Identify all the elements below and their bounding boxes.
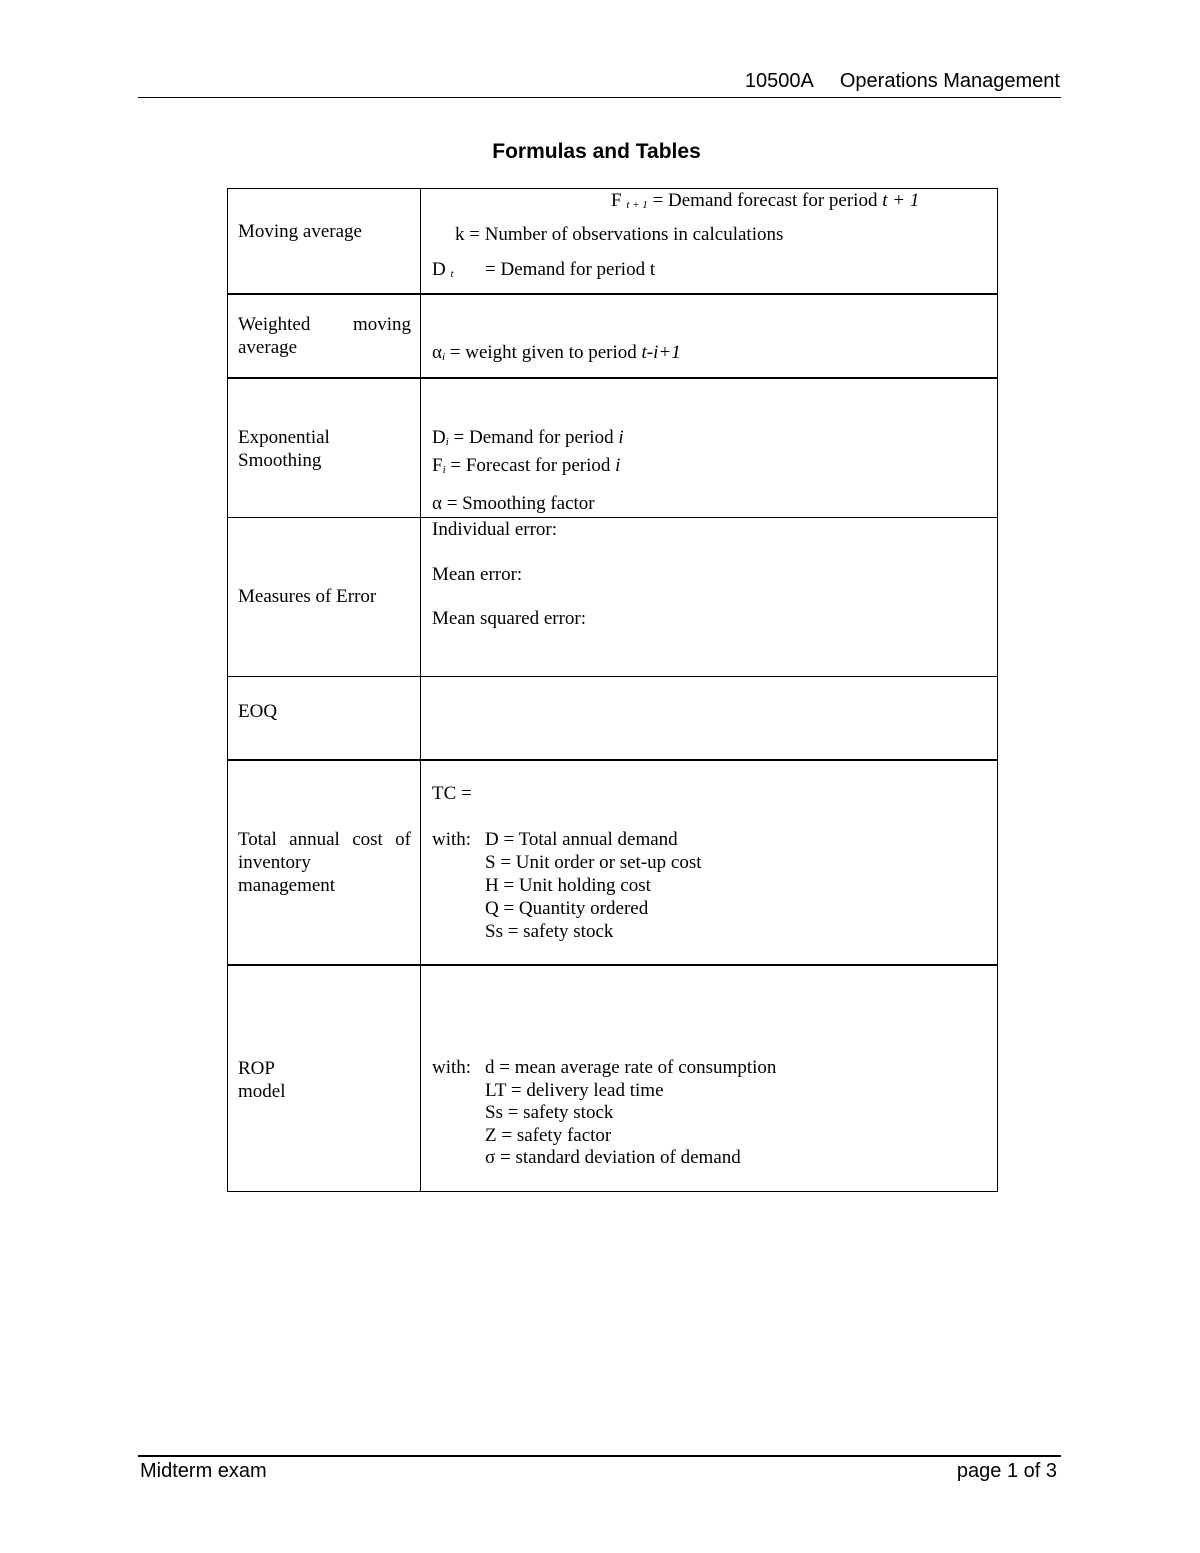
alpha-definition: α = Smoothing factor bbox=[432, 493, 595, 514]
label-cell bbox=[228, 965, 421, 1192]
definition-line: Ss = safety stock bbox=[485, 1102, 614, 1123]
content-cell bbox=[421, 189, 998, 295]
content-cell bbox=[421, 965, 998, 1192]
row-label: Weighted moving average bbox=[238, 314, 411, 358]
row-label: Total annual cost of inventory management bbox=[238, 829, 411, 896]
document-title: Formulas and Tables bbox=[492, 140, 701, 163]
k-definition: k = Number of observations in calculations bbox=[455, 224, 784, 245]
content-cell bbox=[421, 378, 998, 518]
row-label: ROP model bbox=[238, 1058, 286, 1102]
individual-error: Individual error: bbox=[432, 519, 558, 540]
definition-line: σ = standard deviation of demand bbox=[485, 1147, 741, 1168]
formulas-table bbox=[227, 188, 998, 1192]
definition-line: with: d = mean average rate of consumption bbox=[432, 1057, 777, 1078]
course-name: Operations Management bbox=[839, 70, 1060, 92]
footer-divider bbox=[138, 1455, 1061, 1457]
label-cell bbox=[228, 518, 421, 677]
content-cell bbox=[421, 518, 998, 677]
definition-line: Z = safety factor bbox=[485, 1124, 612, 1146]
demand-definition: D t = Demand for period t bbox=[432, 259, 656, 280]
definition-line: Ss = safety stock bbox=[485, 921, 614, 942]
row-eoq bbox=[228, 677, 998, 761]
row-exponential-smoothing bbox=[228, 378, 998, 518]
row-label: Measures of Error bbox=[238, 586, 377, 607]
label-cell bbox=[228, 378, 421, 518]
row-rop-model bbox=[228, 965, 998, 1192]
label-cell bbox=[228, 189, 421, 295]
course-code: 10500A bbox=[744, 70, 814, 92]
mean-squared-error: Mean squared error: bbox=[432, 608, 587, 629]
forecast-definition: F t + 1 = Demand forecast for period t + 1 bbox=[611, 190, 920, 211]
row-label: Moving average bbox=[238, 221, 362, 242]
mean-error: Mean error: bbox=[432, 564, 523, 585]
content-cell bbox=[421, 294, 998, 378]
demand-definition: Di = Demand for period i bbox=[432, 427, 624, 448]
exponential-definitions bbox=[432, 426, 624, 515]
content-cell bbox=[421, 677, 998, 761]
forecast-definition: Fi = Forecast for period i bbox=[432, 455, 621, 476]
page-header bbox=[745, 70, 1060, 93]
label-cell bbox=[228, 760, 421, 965]
row-label: Exponential Smoothing bbox=[238, 427, 330, 471]
header-divider bbox=[138, 97, 1061, 98]
footer-page-number: page 1 of 3 bbox=[956, 1460, 1057, 1482]
definition-line: LT = delivery lead time bbox=[485, 1079, 664, 1101]
total-cost-definitions bbox=[432, 828, 702, 943]
definition-line: H = Unit holding cost bbox=[485, 875, 651, 896]
rop-definitions bbox=[432, 1057, 776, 1170]
label-cell bbox=[228, 294, 421, 378]
definition-line: with: D = Total annual demand bbox=[432, 829, 678, 850]
row-label: EOQ bbox=[238, 701, 278, 722]
row-total-annual-cost bbox=[228, 760, 998, 965]
row-measures-of-error bbox=[228, 518, 998, 677]
weight-definition: αi = weight given to period t-i+1 bbox=[432, 342, 681, 363]
total-cost-formula: TC = bbox=[432, 783, 472, 804]
row-weighted-moving-average bbox=[228, 294, 998, 378]
content-cell bbox=[421, 760, 998, 965]
definition-line: Q = Quantity ordered bbox=[485, 898, 649, 919]
row-moving-average bbox=[228, 189, 998, 295]
label-cell bbox=[228, 677, 421, 761]
footer-exam-label: Midterm exam bbox=[140, 1460, 267, 1482]
definition-line: S = Unit order or set-up cost bbox=[485, 852, 702, 873]
